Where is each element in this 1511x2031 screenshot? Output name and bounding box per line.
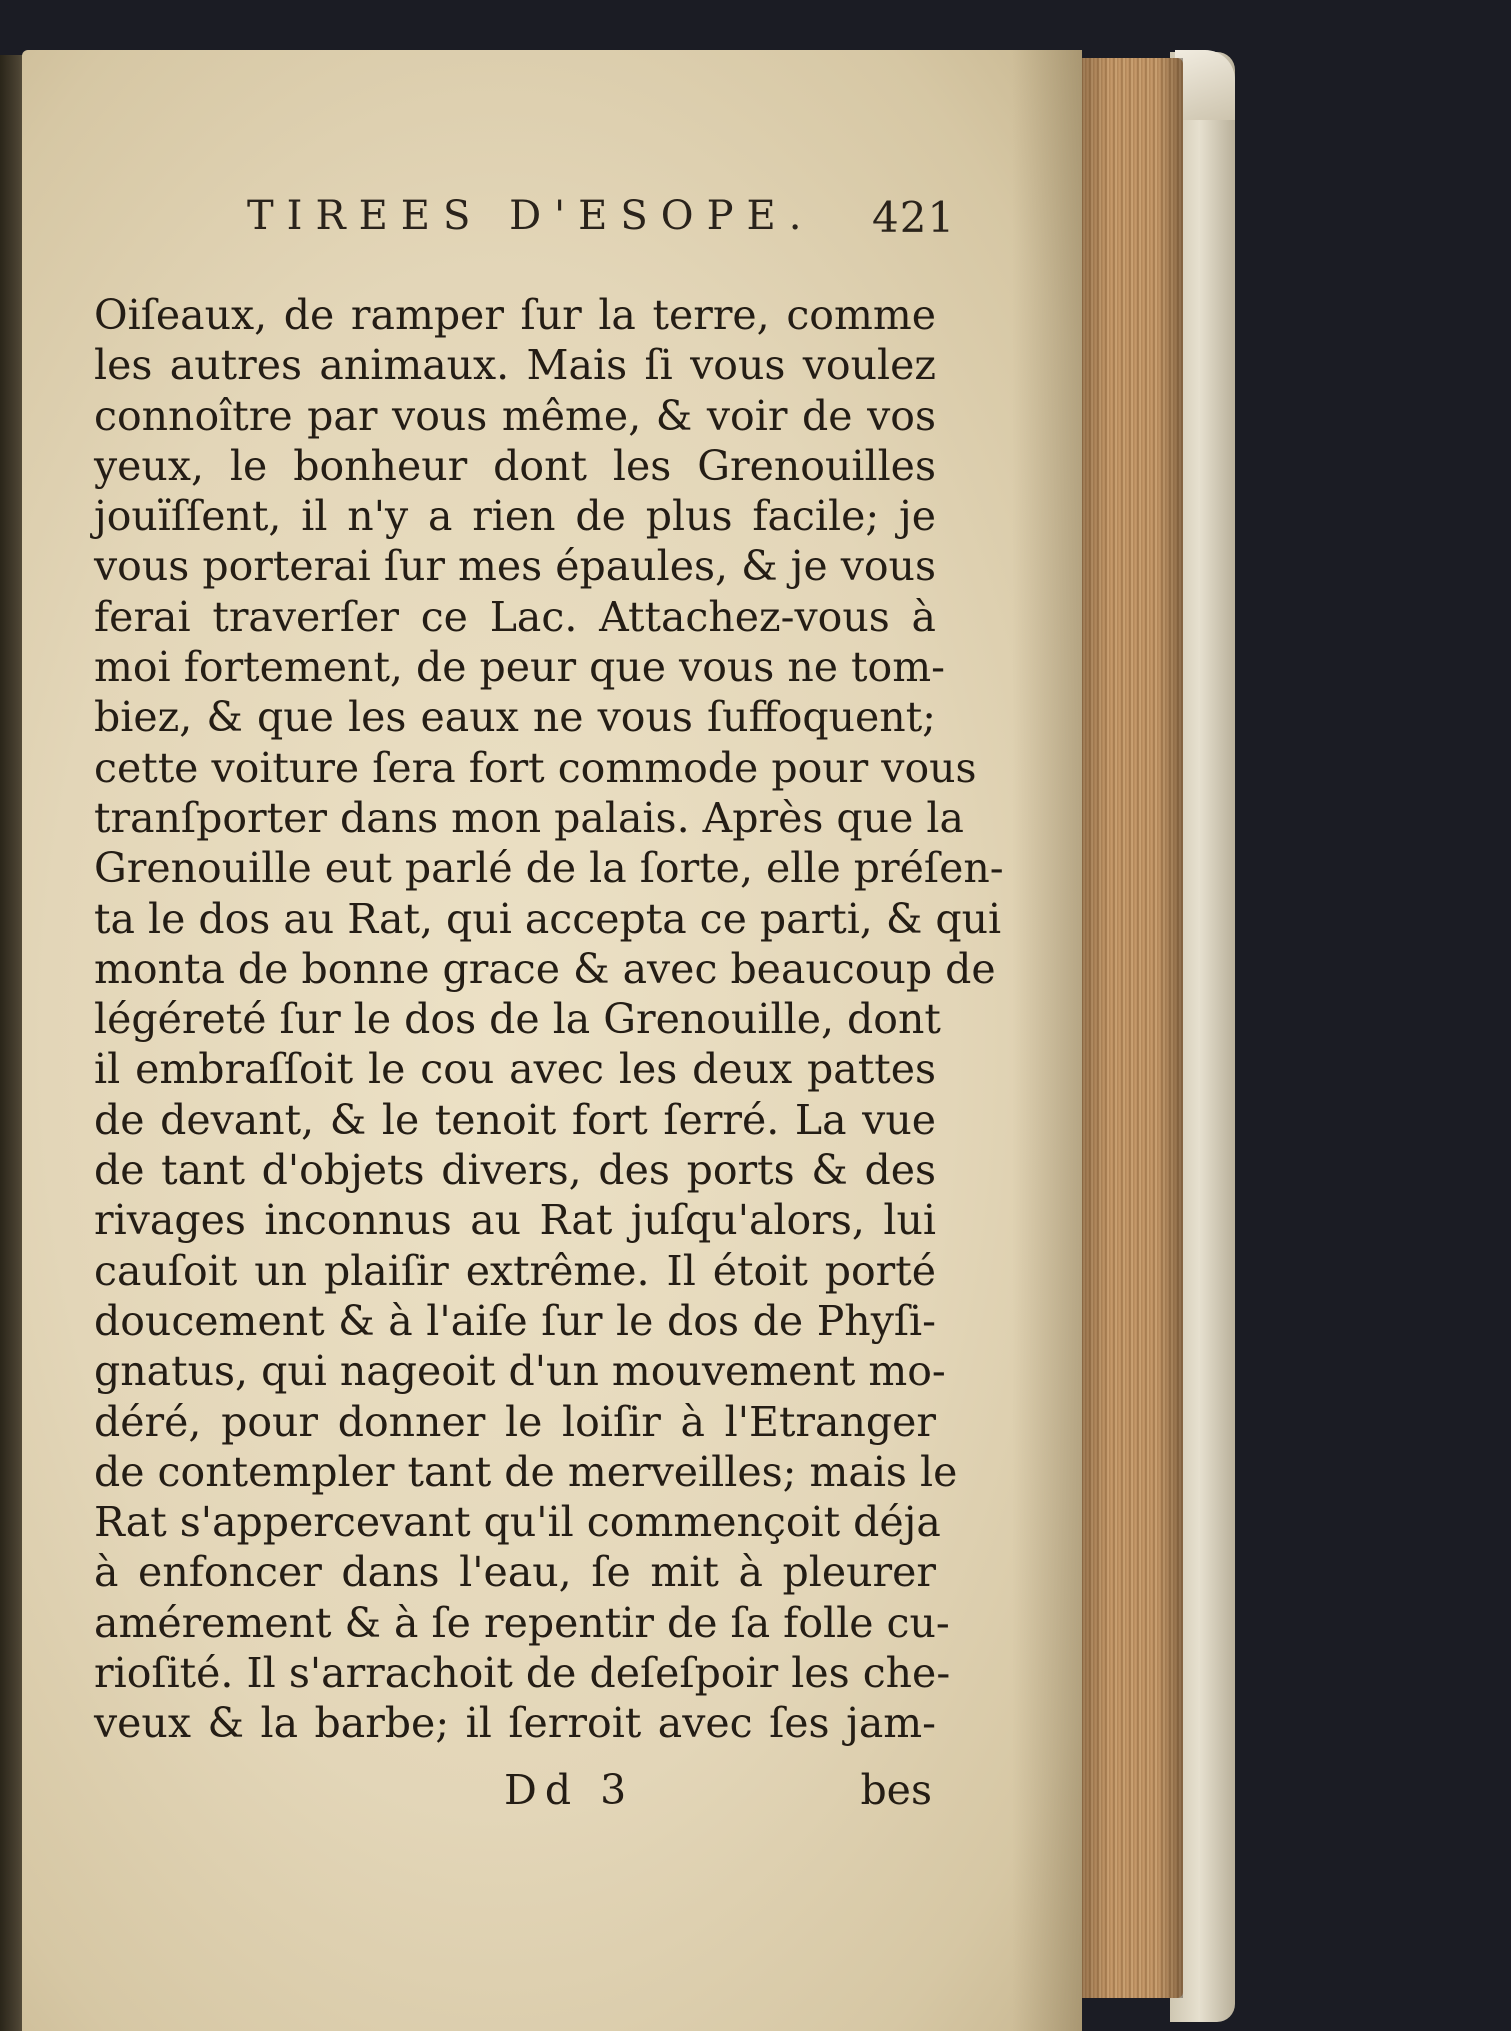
text-line: biez, & que les eaux ne vous ſuffoquent; bbox=[94, 693, 936, 742]
text-line: légéreté ſur le dos de la Grenouille, dont bbox=[94, 995, 941, 1044]
text-line: cauſoit un plaiſir extrême. Il étoit porté bbox=[94, 1246, 936, 1295]
page-header bbox=[247, 193, 956, 253]
text-line: cette voiture ſera fort commode pour vous bbox=[94, 743, 977, 792]
text-line: rivages inconnus au Rat juſqu'alors, lui bbox=[94, 1196, 936, 1245]
text-line: Rat s'appercevant qu'il commençoit déja bbox=[94, 1498, 941, 1547]
text-line: Grenouille eut parlé de la ſorte, elle préſen- bbox=[94, 844, 1004, 893]
text-line: vous porterai ſur mes épaules, & je vous bbox=[94, 542, 936, 591]
text-line: gnatus, qui nageoit d'un mouvement mo- bbox=[94, 1347, 946, 1396]
text-line: de contempler tant de merveilles; mais le bbox=[94, 1447, 958, 1496]
text-line: moi fortement, de peur que vous ne tom- bbox=[94, 643, 945, 692]
signature-mark: Dd 3 bbox=[504, 1766, 635, 1814]
text-line: déré, pour donner le loiſir à l'Etranger bbox=[94, 1397, 936, 1446]
text-line: yeux, le bonheur dont les Grenouilles bbox=[94, 441, 936, 490]
text-line: tranſporter dans mon palais. Après que la bbox=[94, 793, 964, 842]
text-line: monta de bonne grace & avec beaucoup de bbox=[94, 944, 996, 993]
text-line: ta le dos au Rat, qui accepta ce parti, & qui bbox=[94, 894, 1002, 943]
catchword: bes bbox=[860, 1766, 932, 1814]
text-line: amérement & à ſe repentir de ſa folle cu- bbox=[94, 1598, 950, 1647]
text-line: jouïſſent, il n'y a rien de plus facile; je bbox=[94, 492, 936, 541]
body-text bbox=[94, 290, 1004, 1749]
text-line: rioſité. Il s'arrachoit de deſeſpoir les che- bbox=[94, 1649, 951, 1698]
cover-corner bbox=[1175, 50, 1235, 120]
book-page bbox=[22, 50, 1082, 2031]
text-line: les autres animaux. Mais ſi vous voulez bbox=[94, 341, 936, 390]
text-line: veux & la barbe; il ſerroit avec ſes jam- bbox=[94, 1699, 936, 1748]
gutter-shadow bbox=[1012, 50, 1082, 2031]
text-line: ferai traverſer ce Lac. Attachez-vous à bbox=[94, 592, 936, 641]
text-line: doucement & à l'aiſe ſur le dos de Phyſi- bbox=[94, 1296, 936, 1345]
page-number: 421 bbox=[872, 193, 956, 242]
text-line: à enfoncer dans l'eau, ſe mit à pleurer bbox=[94, 1548, 936, 1597]
text-line: connoître par vous même, & voir de vos bbox=[94, 391, 936, 440]
text-line: de devant, & le tenoit fort ſerré. La vue bbox=[94, 1095, 936, 1144]
page-footer bbox=[94, 1766, 936, 1822]
running-title: TIREES D'ESOPE. bbox=[247, 193, 815, 239]
text-line: il embraſſoit le cou avec les deux pattes bbox=[94, 1045, 936, 1094]
text-line: de tant d'objets divers, des ports & des bbox=[94, 1146, 936, 1195]
page-edges bbox=[1078, 58, 1183, 1998]
text-line: Oiſeaux, de ramper ſur la terre, comme bbox=[94, 291, 936, 339]
